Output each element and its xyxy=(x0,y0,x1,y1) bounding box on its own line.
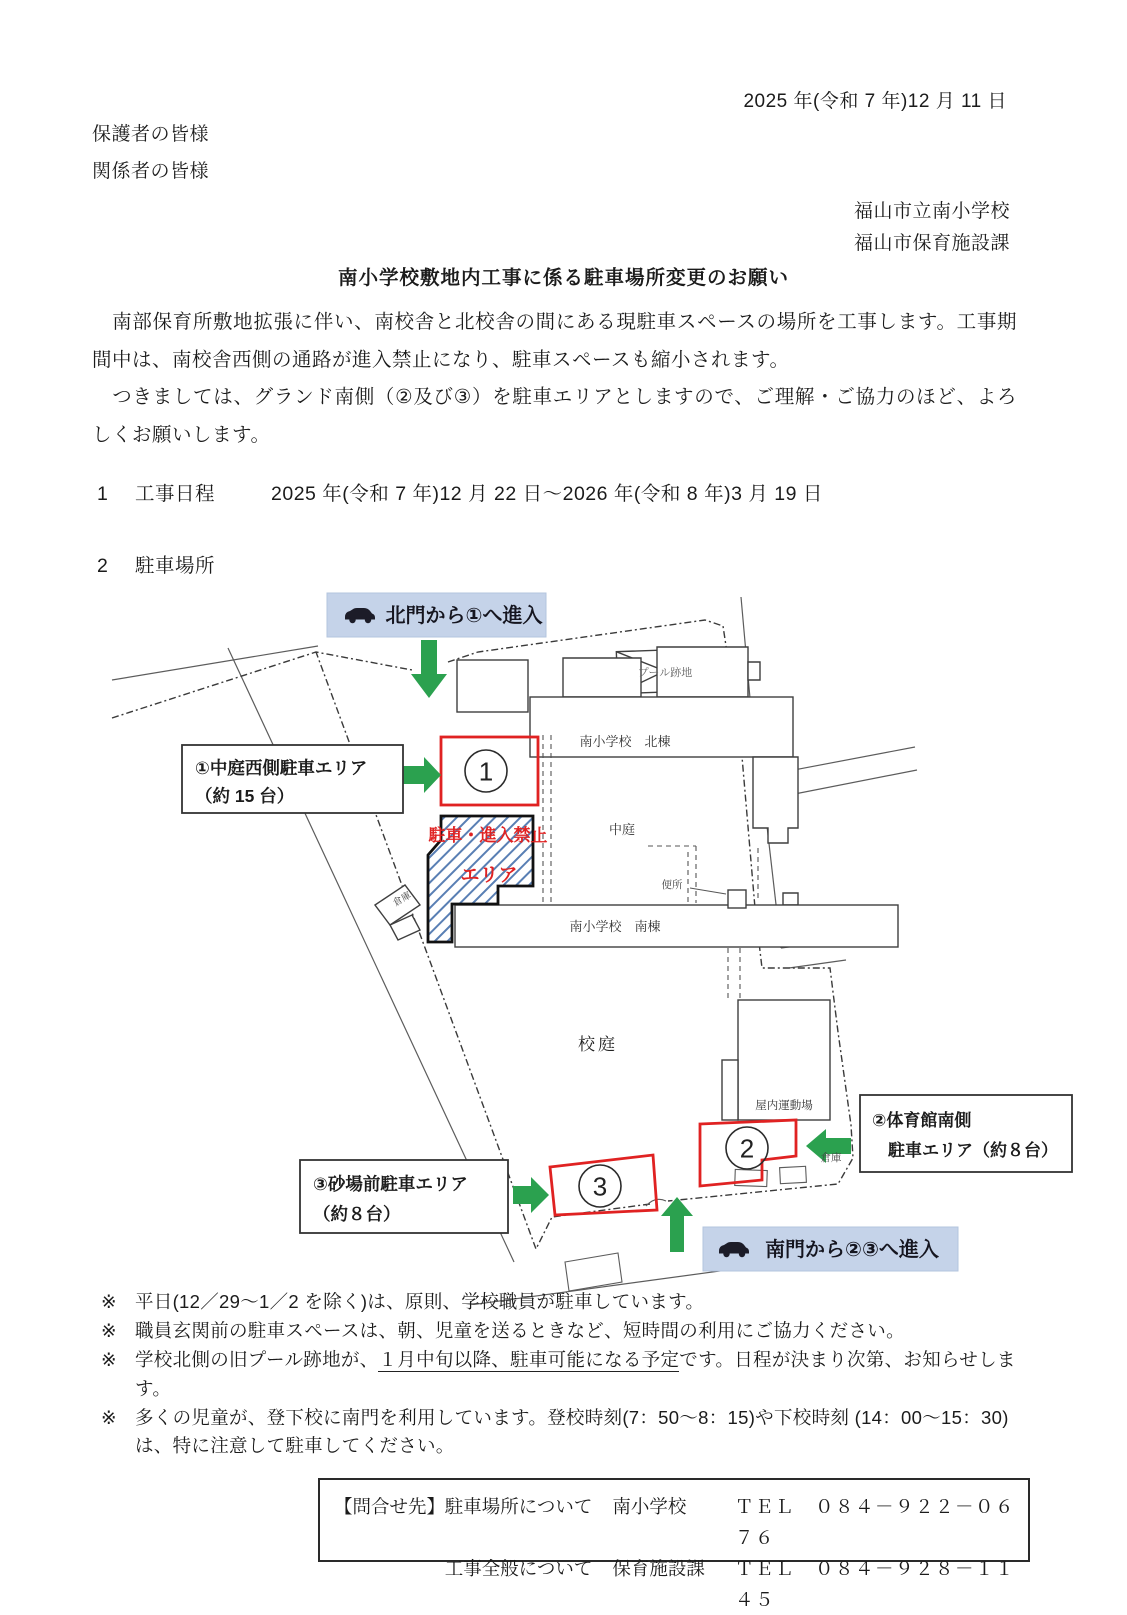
contact-org-1: 南小学校 xyxy=(612,1496,687,1517)
area-3-callout-line2: （約８台） xyxy=(313,1204,401,1224)
section-1-value: 2025 年(令和 7 年)12 月 22 日～2026 年(令和 8 年)3 月 19 日 xyxy=(271,483,823,505)
note-3-pre: 学校北側の旧プール跡地が、 xyxy=(135,1349,379,1370)
gym-label: 屋内運動場 xyxy=(755,1100,813,1112)
section-1-heading: 工事日程 xyxy=(135,483,216,505)
paragraph-1: 南部保育所敷地拡張に伴い、南校舎と北校舎の間にある現駐車スペースの場所を工事します。工事期間中は、南校舎西側の通路が進入禁止になり、駐車スペースも縮小されます。 xyxy=(92,311,1017,371)
south-building xyxy=(455,905,898,947)
note-4 xyxy=(101,1404,1036,1461)
toilet-connector xyxy=(690,888,726,894)
contact-label-spacer xyxy=(334,1553,445,1615)
note-3-underlined: １月中旬以降、駐車可能になる予定 xyxy=(378,1349,680,1370)
paragraph-2: つきましては、グランド南側（②及び③）を駐車エリアとしますので、ご理解・ご協力のほど、よろしくお願いします。 xyxy=(92,386,1017,446)
interior-dashed-lines xyxy=(543,735,758,1000)
arrow-to-area-1 xyxy=(402,757,441,793)
notes-list xyxy=(101,1288,1036,1461)
area-2-callout-line2: 駐車エリア（約８台） xyxy=(888,1141,1058,1160)
north-building-wing xyxy=(753,757,798,843)
marker-3: 3 xyxy=(592,1171,608,1202)
schoolyard-label: 校庭 xyxy=(578,1035,618,1054)
contact-topic-1: 駐車場所について xyxy=(444,1496,593,1517)
arrow-to-area-3 xyxy=(513,1177,549,1213)
section-2 xyxy=(97,550,271,578)
contact-row-1 xyxy=(334,1491,1028,1553)
sender-school: 福山市立南小学校 xyxy=(853,201,1010,222)
warehouse-west-label: 倉庫 xyxy=(391,889,414,909)
north-roof-bump xyxy=(748,662,760,680)
note-marker: ※ xyxy=(101,1291,117,1312)
note-1-text: 平日(12／29～1／2 を除く)は、原則、学校職員が駐車しています。 xyxy=(135,1291,705,1312)
south-entry-label: 南門から②③へ進入 xyxy=(765,1239,939,1261)
pool-site-label: プール跡地 xyxy=(637,667,693,679)
toilet-building xyxy=(728,890,746,908)
toilet-label: 便所 xyxy=(661,879,683,891)
note-3 xyxy=(101,1346,1036,1403)
storage-box-2 xyxy=(780,1166,807,1183)
arrow-south-gate xyxy=(661,1197,693,1252)
area-2-callout-box xyxy=(860,1095,1072,1172)
recipient-guardians: 保護者の皆様 xyxy=(92,124,210,145)
courtyard-label: 中庭 xyxy=(608,822,636,837)
doc-title: 南小学校敷地内工事に係る駐車場所変更のお願い xyxy=(337,267,789,289)
north-roof-a xyxy=(563,658,641,697)
site-map xyxy=(0,580,1127,1305)
area-1-callout-line2: （約 15 台） xyxy=(195,786,295,806)
note-4-text: 多くの児童が、登下校に南門を利用しています。登校時刻(7：50～8：15)や下校時刻 (14：00～15：30) は、特に注意して駐車してください。 xyxy=(135,1406,1009,1456)
north-building-label: 南小学校 北棟 xyxy=(579,734,671,749)
note-marker: ※ xyxy=(101,1349,117,1370)
note-1 xyxy=(101,1288,1036,1317)
note-2 xyxy=(101,1317,1036,1346)
area-3-callout-line1: ③砂場前駐車エリア xyxy=(313,1174,468,1194)
section-2-number: 2 xyxy=(97,555,109,577)
note-3-post: です。日程が決まり次第、お知らせします。 xyxy=(135,1349,1016,1399)
sender-department: 福山市保育施設課 xyxy=(853,233,1010,254)
south-roof-bump xyxy=(783,893,798,905)
warehouse-east-label: 倉庫 xyxy=(820,1152,842,1164)
arrow-north-gate xyxy=(411,640,447,698)
contact-row-2 xyxy=(334,1553,1028,1615)
note-marker: ※ xyxy=(101,1406,117,1428)
south-building-label: 南小学校 南棟 xyxy=(569,919,661,934)
doc-date: 2025 年(令和 7 年)12 月 11 日 xyxy=(743,91,1007,112)
no-parking-label-line1: 駐車・進入禁止 xyxy=(428,826,548,845)
note-2-text: 職員玄関前の駐車スペースは、朝、児童を送るときなど、短時間の利用にご協力ください。 xyxy=(135,1320,905,1341)
contact-box xyxy=(318,1478,1030,1610)
contact-tel-1: ＴＥＬ ０８４－９２２－０６７６ xyxy=(735,1496,1016,1548)
area-2-callout-line1: ②体育館南側 xyxy=(872,1111,972,1130)
contact-tel-2: ＴＥＬ ０８４－９２８－１１４５ xyxy=(735,1558,1016,1610)
contact-topic-2: 工事全般について xyxy=(444,1558,593,1579)
note-3-text xyxy=(135,1346,1036,1403)
gym-annex xyxy=(722,1060,738,1120)
north-entry-label: 北門から①へ進入 xyxy=(385,605,543,627)
section-2-heading: 駐車場所 xyxy=(135,555,216,577)
north-west-block xyxy=(457,660,528,712)
section-1 xyxy=(97,478,823,506)
section-1-number: 1 xyxy=(97,483,109,505)
marker-2: 2 xyxy=(739,1133,755,1164)
area-1-callout-line1: ①中庭西側駐車エリア xyxy=(195,758,368,778)
parking-callouts xyxy=(182,745,1072,1233)
recipient-related: 関係者の皆様 xyxy=(92,161,210,182)
contact-bracket-label: 【問合せ先】 xyxy=(334,1496,446,1517)
marker-1: 1 xyxy=(478,756,494,787)
no-parking-label-line2: エリア xyxy=(460,865,518,886)
contact-org-2: 保育施設課 xyxy=(612,1558,705,1579)
note-marker: ※ xyxy=(101,1320,117,1341)
